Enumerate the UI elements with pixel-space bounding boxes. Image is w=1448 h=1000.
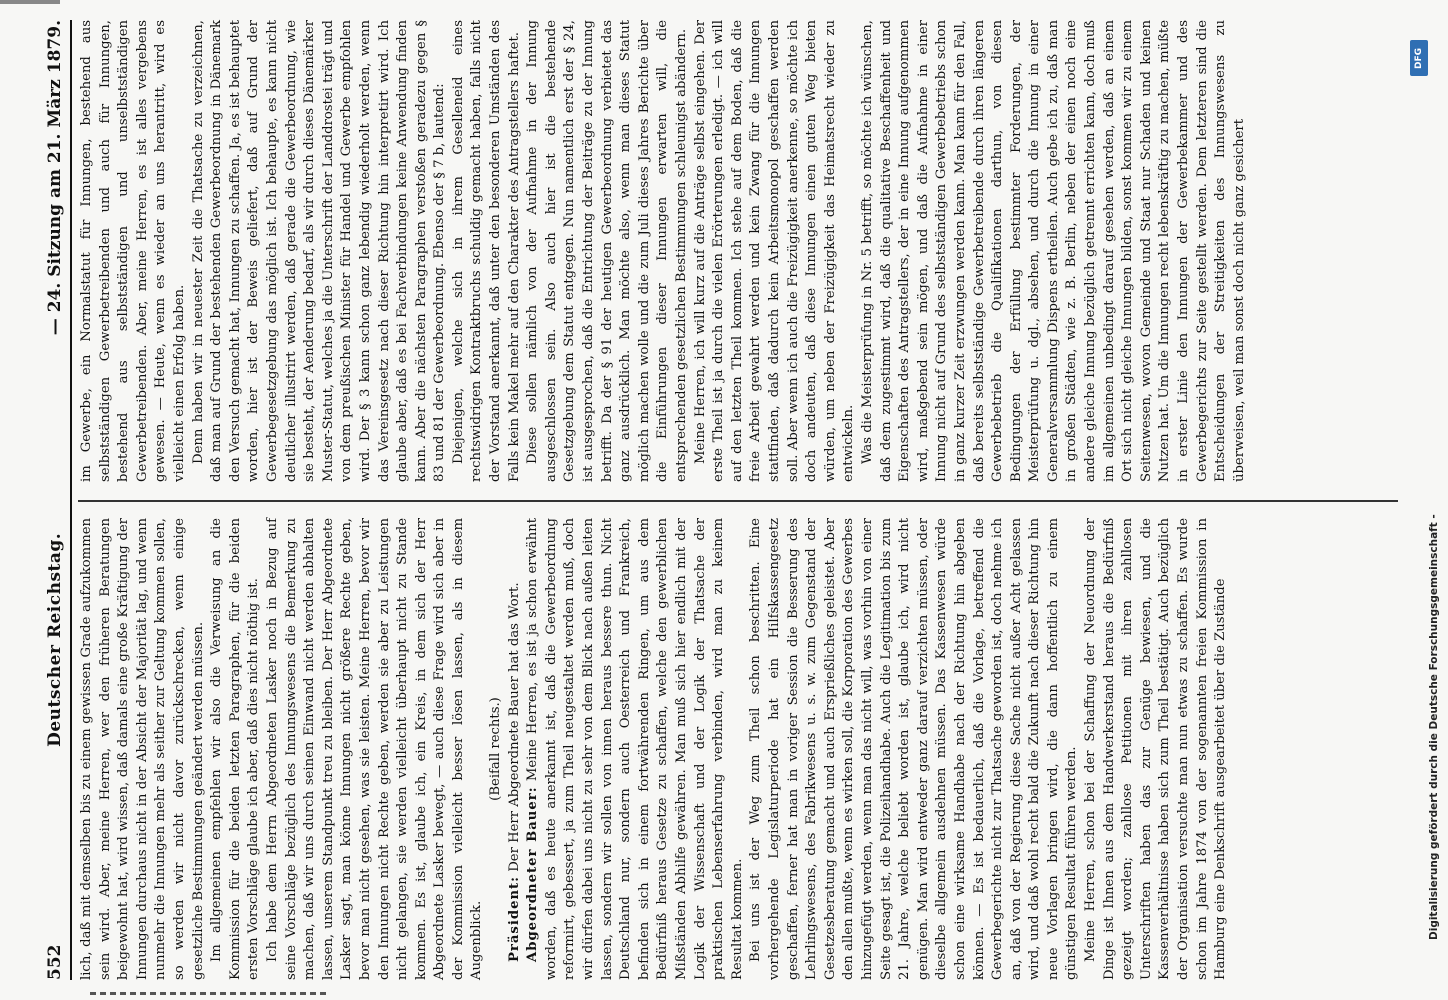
publication-title: Deutscher Reichstag. bbox=[45, 532, 65, 747]
paragraph: Diese sollen nämlich von der Aufnahme in der Innung ausgeschlossen sein. Also auch hier ist die bestehende Gesetzgebung dem Statut entgegen. Nun namentlich erst der § 24, ist ausgesprochen, daß die Entrichtung der Beiträge zu der Innung betrifft. Da der § 91 der heutigen Gewerbeordnung verbietet das ganz ausdrücklich. Man möchte also, wenn man dieses Statut möglich machen wolle und die zum Juli dieses Jahres Berichte über die Einführungen dieser Innungen erwarten will, die entsprechenden gesetzlichen Bestimmungen schleunigst abändern. bbox=[525, 20, 689, 482]
paragraph: Ich habe dem Herrn Abgeordneten Lasker noch in Bezug auf seine Vorschläge bezüglich des Innungswesens die Bemerkung zu machen, daß wir uns durch seinen Einwand nicht werden abhalten lassen, unserem Standpunkt treu zu bleiben. Der Herr Abgeordnete Lasker sagt, man könne Innungen nicht größere Rechte geben, bevor man nicht gesehen, was sie leisten. Meine Herren, bevor wir den Innungen nicht Rechte geben, werden sie aber zu Leistungen nicht gelangen, sie werden vielleicht überhaupt nicht zu Stande kommen. Es ist, glaube ich, ein Kreis, in dem sich der Herr Abgeordnete Lasker bewegt, — auch diese Frage wird sich aber in der Kommission vielleicht besser lösen lassen, als in diesem Augenblick. bbox=[264, 518, 485, 980]
speaker-text: Meine Herren, es ist ja schon erwähnt worden, daß es heute anerkannt ist, daß die Gewerbeordnung reformirt, gebessert, ja zum Theil neugestaltet werden muß, doch wir dürfen dabei uns nicht zu sehr von dem Blick nach außen leiten lassen, sondern wir sollen von innen heraus bessere thun. Nicht Deutschland nur, sondern auch Oesterreich und Frankreich, befinden sich in einem fortwährenden Ringen, um aus dem Bedürfniß heraus Gesetze zu schaffen, welche den gewerblichen Mißständen Abhilfe gewähren. Man muß sich hier endlich mit der Logik der Wissenschaft und der Logik der Thatsache der praktischen Lebenserfahrung verbinden, wird man zu keinem Resultat kommen. bbox=[525, 517, 745, 980]
paragraph: Meine Herren, schon bei der Schaffung der Neuordnung der Dinge ist Ihnen aus dem Handwerkerstand heraus die Bedürfniß gezeigt worden; zahllose Petitionen mit ihren zahllosen Unterschriften haben das zur Genüge bewiesen, und die Kassenverhältnisse haben sich zum Theil bestätigt. Auch bezüglich der Organisation versuchte man nun etwas zu schaffen. Es wurde schon im Jahre 1874 von der sogenannten freien Kommission in Hamburg eine Denkschrift ausgearbeitet über die Zustände bbox=[1083, 518, 1229, 980]
session-title: — 24. Sitzung am 21. März 1879. bbox=[45, 20, 65, 336]
paragraph: Bei uns ist der Weg zum Theil schon beschritten. Eine vorhergehende Legislaturperiode hat ein Hilfskassengesetz geschaffen, ferner hat man in voriger Session die Besserung des Lehrlingswesens, des Fabrikwesens u. s. w. zum Gegenstand der Gesetzesberatung gemacht und auch Ersprießliches geleistet. Aber den allen mußte, wenn es wirken soll, die Korporation des Gewerbes hinzugefügt werden, wenn man das nicht will, was vorhin von einer Seite gesagt ist, die Polizeihandhabe. Auch die Legitimation bis zum 21. Jahre, welche beliebt worden ist, glaube ich, wird nicht genügen. Man wird entweder ganz darauf verzichten müssen, oder dieselbe allgemein ausdehnen müssen. Das Kassenwesen würde schon eine wirksame Handhabe nach der Richtung hin abgeben können. — Es ist bedauerlich, daß die Vorlage, betreffend die Gewerbegerichte nicht zur Thatsache geworden ist, doch nehme ich an, daß von der Regierung diese Sache nicht außer Acht gelassen wird, und daß wohl recht bald die Zukunft nach dieser Richtung hin neue Vorlagen bringen wird, die dann hoffentlich zu einem günstigen Resultat führen werden. bbox=[748, 518, 1080, 980]
scan-bottom-mark bbox=[90, 992, 330, 995]
president-text: Der Herr Abgeordnete Bauer hat das Wort. bbox=[506, 582, 522, 872]
digitization-note bbox=[1408, 40, 1440, 960]
president-paragraph bbox=[506, 518, 525, 980]
paragraph: Meine Herren, ich will kurz auf die Anträge selbst eingehen. Der erste Theil ist ja durch die vielen Erörterungen erledigt. — ich will auf den letzten Theil kommen. Ich stehe auf dem Boden, daß die freie Arbeit gewahrt werden und kein Zwang für die Innungen stattfinden, daß dadurch kein Arbeitsmonopol geschaffen werden soll. Aber wenn ich auch die Freizügigkeit anerkenne, so möchte ich doch andeuten, daß diese Innungen einen guten Weg bieten würden, um neben der Freizügigkeit das Heimatsrecht wieder zu entwickeln. bbox=[692, 20, 857, 482]
left-column bbox=[78, 518, 1398, 980]
page-number: 552 bbox=[45, 944, 65, 980]
rotated-page-content bbox=[40, 20, 1400, 980]
speaker-paragraph bbox=[524, 518, 747, 980]
text-columns bbox=[78, 20, 1398, 980]
right-column bbox=[78, 20, 1398, 482]
column-divider bbox=[78, 500, 1398, 502]
president-label: Präsident: bbox=[506, 875, 522, 962]
digitization-text: Digitalisierung gefördert durch die Deutsche Forschungsgemeinschaft - bbox=[1428, 514, 1440, 940]
applause-note: (Beifall rechts.) bbox=[488, 697, 504, 801]
paragraph: Denn haben wir in neuester Zeit die Thatsache zu verzeichnen, daß man auf Grund der bestehenden Gewerbeordnung in Dänemark den Versuch gemacht hat, Innungen zu schaffen. Ja, es ist behauptet worden, hier ist der Beweis geliefert, daß auf Grund der Gewerbegesetzgebung das möglich ist. Ich behaupte, es kann nicht deutlicher illustrirt werden, daß gerade die Gewerbeordnung, wie sie besteht, der Aenderung bedarf, als wir durch dieses Dänemärker Muster-Statut, welches ja die Unterschrift der Landdrostei trägt und von dem preußischen Minister für Handel und Gewerbe empfohlen wird. Der § 3 kann schon ganz lebendig wiederholt werden, wenn das Vereinsgesetz nach dieser Richtung hin interpretirt wird. Ich glaube aber, daß es bei Fachverbindungen keine Anwendung finden kann. Aber die nächsten Paragraphen verstoßen geradezu gegen § 83 und 81 der Gewerbeordnung. Ebenso der § 7 b, lautend: bbox=[190, 20, 448, 482]
page-header bbox=[40, 20, 72, 980]
quoted-paragraph: Diejenigen, welche sich in ihrem Geselleneid eines rechtswidrigen Kontraktbruchs schuldig gemacht haben, falls nicht der Vorstand anerkannt, daß unter den besonderen Umständen des Falls kein Makel mehr auf den Charakter des Antragstellers haftet. bbox=[450, 20, 522, 482]
paragraph: Was die Meisterprüfung in Nr. 5 betrifft, so möchte ich wünschen, daß dem zugestimmt wird, daß die qualitative Beschaffenheit und Eigenschaften des Antragstellers, der in eine Innung aufgenommen wird, maßgebend sein mögen, und daß die Aufnahme in einer Innung nicht auf Grund des selbstständigen Gewerbebetriebs schon in ganz kurzer Zeit erzwungen werden kann. Man kann für den Fall, daß bereits selbstständige Gewerbetreibende durch ihren längeren Gewerbebetrieb die Qualifikationen darthun, von diesen Bedingungen der Erfüllung bestimmter Forderungen, der Meisterprüfung u. dgl., absehen, und durch die Innung in einer Generalversammlung Dispens ertheilen. Auch gebe ich zu, daß man in großen Städten, wie z. B. Berlin, neben der einen noch eine andere gleiche Innung bezüglich getrennt errichten kann, doch muß im allgemeinen unbedingt darauf gesehen werden, daß an einem Ort sich nicht gleiche Innungen bilden, sonst kommen wir zu einem Seitenwesen, wovon Gemeinde und Staat nur Schaden und keinen Nutzen hat. Um die Innungen recht lebenskräftig zu machen, müßte in erster Linie den Innungen der Gewerbekammer und des Gewerbegerichts zur Seite gestellt werden. Dem letzteren sind die Entscheidungen der Streitigkeiten des Innungswesens zu überweisen, weil man sonst doch nicht ganz gesichert bbox=[859, 20, 1247, 482]
paragraph: im Gewerbe, ein Normalstatut für Innungen, bestehend aus selbstständigen Gewerbetreibenden und auch für Innungen, bestehend aus selbstständigen und unselbstständigen Gewerbetreibenden. Aber, meine Herren, es ist alles vergebens gewesen. — Heute, wenn es wieder an uns herantritt, wird es vielleicht einen Erfolg haben. bbox=[79, 20, 187, 482]
scan-edge-mark bbox=[0, 0, 60, 4]
paragraph: lich, daß mit demselben bis zu einem gewissen Grade aufzukommen sein wird. Aber, meine Herren, wer den früheren Beratungen beigewohnt hat, wird wissen, daß damals eine große Kräftigung der Innungen durchaus nicht in der Absicht der Majorität lag, und wenn nunmehr die Innungen mehr als seither zur Geltung kommen sollen, so werden wir nicht davor zurückschrecken, wenn einige gesetzliche Bestimmungen geändert werden müssen. bbox=[79, 518, 206, 980]
speaker-label: Abgeordneter Bauer: bbox=[525, 786, 541, 962]
paragraph: Im allgemeinen empfehlen wir also die Verweisung an die Kommission für die beiden letzten Paragraphen, für die beiden ersten Vorschläge glaube ich aber, daß dies nicht nöthig ist. bbox=[209, 518, 262, 980]
dfg-logo: DFG bbox=[1410, 40, 1428, 76]
